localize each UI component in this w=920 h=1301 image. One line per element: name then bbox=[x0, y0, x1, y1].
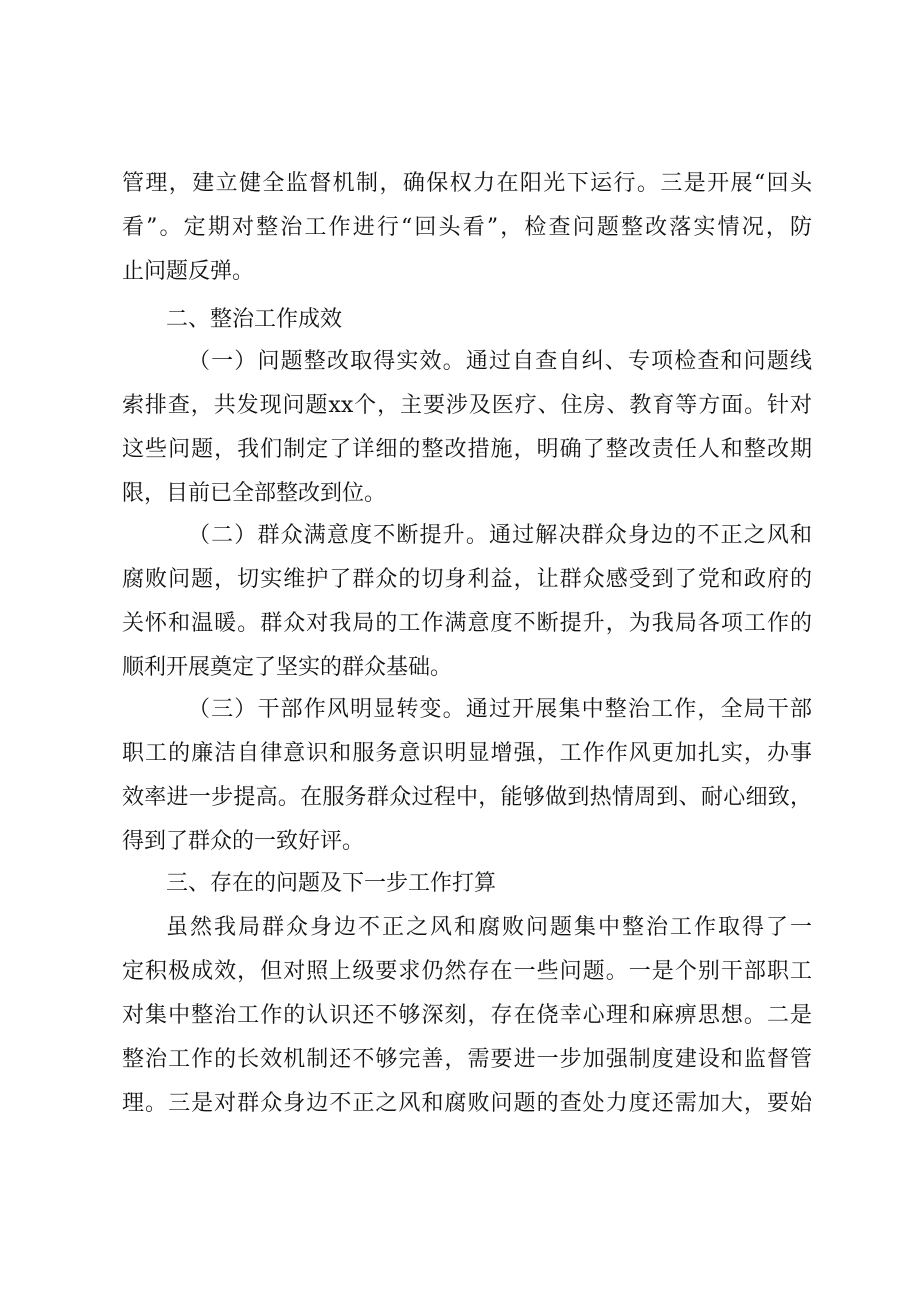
paragraph-line: 限，目前已全部整改到位。 bbox=[122, 481, 387, 506]
paragraph-line: 效率进一步提高。在服务群众过程中，能够做到热情周到、耐心细致， bbox=[122, 785, 812, 810]
paragraph-line: 顺利开展奠定了坚实的群众基础。 bbox=[122, 655, 453, 680]
paragraph-line: 对集中整治工作的认识还不够深刻，存在侥幸心理和麻痹思想。二是 bbox=[122, 1003, 812, 1028]
paragraph-line: 职工的廉洁自律意识和服务意识明显增强，工作作风更加扎实，办事 bbox=[122, 741, 812, 766]
paragraph-line: 得到了群众的一致好评。 bbox=[122, 829, 365, 854]
paragraph-line: 理。三是对群众身边不正之风和腐败问题的查处力度还需加大，要始 bbox=[122, 1091, 812, 1116]
section-heading: 二、整治工作成效 bbox=[166, 307, 343, 332]
paragraph-line: 止问题反弹。 bbox=[122, 259, 255, 284]
subsection-first-line: （三）干部作风明显转变。通过开展集中整治工作，全局干部 bbox=[188, 697, 812, 722]
paragraph-first-line: 虽然我局群众身边不正之风和腐败问题集中整治工作取得了一 bbox=[166, 915, 812, 940]
paragraph-line: 定积极成效，但对照上级要求仍然存在一些问题。一是个别干部职工 bbox=[122, 959, 812, 984]
paragraph-line: 索排查，共发现问题xx个，主要涉及医疗、住房、教育等方面。针对 bbox=[122, 393, 812, 418]
subsection-first-line: （二）群众满意度不断提升。通过解决群众身边的不正之风和 bbox=[188, 523, 812, 548]
section-heading: 三、存在的问题及下一步工作打算 bbox=[166, 871, 497, 896]
subsection-first-line: （一）问题整改取得实效。通过自查自纠、专项检查和问题线 bbox=[188, 349, 812, 374]
paragraph-line: 整治工作的长效机制还不够完善，需要进一步加强制度建设和监督管 bbox=[122, 1047, 812, 1072]
paragraph-line: 腐败问题，切实维护了群众的切身利益，让群众感受到了党和政府的 bbox=[122, 567, 812, 592]
paragraph-line: 这些问题，我们制定了详细的整改措施，明确了整改责任人和整改期 bbox=[122, 437, 812, 462]
paragraph-line: 管理，建立健全监督机制，确保权力在阳光下运行。三是开展“回头 bbox=[122, 171, 812, 196]
paragraph-line: 看”。定期对整治工作进行“回头看”，检查问题整改落实情况，防 bbox=[122, 215, 812, 240]
paragraph-line: 关怀和温暖。群众对我局的工作满意度不断提升，为我局各项工作的 bbox=[122, 611, 812, 636]
